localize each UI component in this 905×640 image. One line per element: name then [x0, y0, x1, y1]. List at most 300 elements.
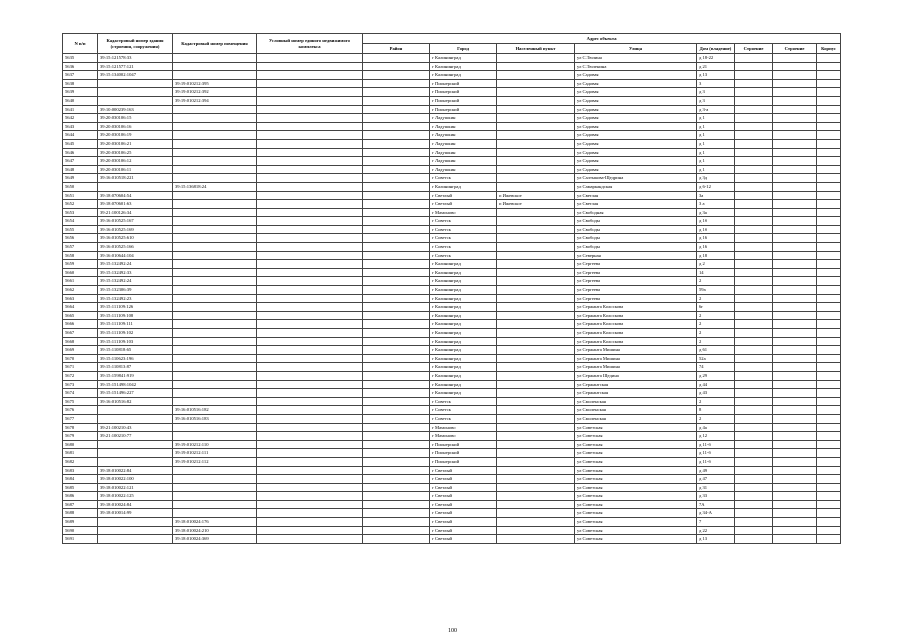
cell-settlement [497, 371, 575, 380]
cell-no: 5685 [63, 483, 98, 492]
cell-street: ул Советская [575, 483, 697, 492]
cell-street: ул Сержанта Мишина [575, 354, 697, 363]
cell-block [817, 311, 841, 320]
table-header [63, 34, 841, 54]
cell-building [735, 88, 773, 97]
cell-structure [773, 535, 817, 544]
cell-district [363, 354, 430, 363]
cell-city: г Советск [430, 243, 497, 252]
cell-block [817, 243, 841, 252]
cell-block [817, 182, 841, 191]
cell-street: ул Советская [575, 466, 697, 475]
cell-cad-building [98, 526, 173, 535]
table-row [63, 277, 841, 286]
cell-street: ул Сергеева [575, 294, 697, 303]
cell-cad-room: 39:18:010024:176 [173, 518, 257, 527]
cell-city: г Светлый [430, 483, 497, 492]
cell-cad-building: 39:15:132306:39 [98, 286, 173, 295]
cell-district [363, 225, 430, 234]
cell-district [363, 406, 430, 415]
cell-cad-building: 39:16:010525:169 [98, 225, 173, 234]
cell-no: 5666 [63, 320, 98, 329]
cell-settlement [497, 320, 575, 329]
cell-cad-room [173, 62, 257, 71]
cell-cad-building: 39:18:070604:54 [98, 191, 173, 200]
cell-city: г Пионерский [430, 440, 497, 449]
cell-street: ул Сержанта Мишина [575, 363, 697, 372]
table-row [63, 440, 841, 449]
table-row [63, 234, 841, 243]
cell-district [363, 380, 430, 389]
cell-block [817, 371, 841, 380]
cell-building [735, 389, 773, 398]
cell-cad-room [173, 268, 257, 277]
cell-cad-room: 39:19:010212:111 [173, 449, 257, 458]
cell-district [363, 449, 430, 458]
cell-cad-building: 39:15:110813:87 [98, 363, 173, 372]
cell-block [817, 389, 841, 398]
cell-building [735, 320, 773, 329]
cell-house: д 43 [697, 389, 735, 398]
cell-cad-room [173, 329, 257, 338]
cell-complex [257, 354, 363, 363]
cell-cad-building: 39:18:070601:63 [98, 200, 173, 209]
cell-structure [773, 234, 817, 243]
cell-cad-building: 39:15:132492:24 [98, 260, 173, 269]
table-row [63, 518, 841, 527]
cell-city: г Светлый [430, 475, 497, 484]
cell-structure [773, 363, 817, 372]
cell-house: д 6-12 [697, 182, 735, 191]
cell-district [363, 243, 430, 252]
cell-house: 14 [697, 268, 735, 277]
cell-no: 5645 [63, 139, 98, 148]
cell-street: ул Сержанта Колоскова [575, 311, 697, 320]
cell-district [363, 182, 430, 191]
cell-street: ул Сержанта Колоскова [575, 303, 697, 312]
cell-cad-building: 39:18:010022:100 [98, 475, 173, 484]
cell-street: ул Сергеева [575, 260, 697, 269]
table-row [63, 294, 841, 303]
cell-settlement [497, 449, 575, 458]
cell-house: 2 [697, 320, 735, 329]
cell-settlement [497, 363, 575, 372]
cell-house: 59а [697, 286, 735, 295]
cell-district [363, 311, 430, 320]
cell-city: г Калининград [430, 268, 497, 277]
cell-cad-building: 39:15:110818:65 [98, 346, 173, 355]
cell-structure [773, 432, 817, 441]
cell-cad-building: 39:18:010014:99 [98, 509, 173, 518]
cell-structure [773, 320, 817, 329]
cell-block [817, 466, 841, 475]
cell-cad-building: 39:15:132492:23 [98, 294, 173, 303]
cell-city: г Калининград [430, 260, 497, 269]
cell-complex [257, 389, 363, 398]
cell-structure [773, 311, 817, 320]
cell-settlement [497, 294, 575, 303]
cell-city: г Калининград [430, 329, 497, 338]
cell-block [817, 217, 841, 226]
table-row [63, 79, 841, 88]
cell-cad-room [173, 294, 257, 303]
cell-settlement [497, 535, 575, 544]
cell-block [817, 320, 841, 329]
cell-building [735, 423, 773, 432]
cell-settlement [497, 346, 575, 355]
cell-street: ул Свободы [575, 243, 697, 252]
cell-block [817, 79, 841, 88]
cell-complex [257, 406, 363, 415]
cell-no: 5650 [63, 182, 98, 191]
cell-building [735, 371, 773, 380]
cell-district [363, 79, 430, 88]
header-cad-building: Кадастровый номер здания (строения, сооружения) [98, 34, 173, 54]
cell-structure [773, 526, 817, 535]
cell-block [817, 423, 841, 432]
cell-complex [257, 182, 363, 191]
table-row [63, 354, 841, 363]
cell-block [817, 268, 841, 277]
cell-district [363, 62, 430, 71]
cell-house: 3а [697, 191, 735, 200]
cell-settlement: п Ижевское [497, 191, 575, 200]
cell-district [363, 131, 430, 140]
cell-city: г Калининград [430, 54, 497, 63]
cell-no: 5669 [63, 346, 98, 355]
cell-structure [773, 423, 817, 432]
cell-no: 5656 [63, 234, 98, 243]
cell-no: 5648 [63, 165, 98, 174]
cell-street: ул Сержантская [575, 389, 697, 398]
cell-building [735, 535, 773, 544]
cell-cad-building: 39:16:010518:221 [98, 174, 173, 183]
cell-block [817, 294, 841, 303]
cell-complex [257, 105, 363, 114]
cell-building [735, 303, 773, 312]
cell-building [735, 329, 773, 338]
cell-district [363, 500, 430, 509]
cell-block [817, 518, 841, 527]
table-row [63, 148, 841, 157]
cell-street: ул Сергеева [575, 286, 697, 295]
cell-cad-building: 39:15:132492:24 [98, 277, 173, 286]
cell-structure [773, 165, 817, 174]
cell-cad-building: 39:15:151498:1042 [98, 380, 173, 389]
cell-city: г Светлый [430, 191, 497, 200]
cell-street: ул Советская [575, 423, 697, 432]
cell-district [363, 414, 430, 423]
cell-cad-building [98, 414, 173, 423]
cell-settlement [497, 483, 575, 492]
cell-settlement [497, 475, 575, 484]
cell-settlement [497, 414, 575, 423]
cell-cad-room: 39:19:010212:110 [173, 440, 257, 449]
cell-block [817, 346, 841, 355]
cell-structure [773, 380, 817, 389]
cell-building [735, 475, 773, 484]
cell-cad-room [173, 389, 257, 398]
cell-settlement [497, 311, 575, 320]
cell-no: 5655 [63, 225, 98, 234]
cell-complex [257, 225, 363, 234]
cell-settlement [497, 139, 575, 148]
cell-settlement [497, 88, 575, 97]
cell-cad-building [98, 96, 173, 105]
cell-house: 3 [697, 79, 735, 88]
cell-city: г Калининград [430, 286, 497, 295]
cell-house: д 12 [697, 432, 735, 441]
cell-settlement [497, 440, 575, 449]
cell-structure [773, 518, 817, 527]
cell-settlement [497, 432, 575, 441]
cell-cad-building: 39:16:010516:82 [98, 397, 173, 406]
cell-district [363, 320, 430, 329]
cell-house: д 1 [697, 139, 735, 148]
cell-district [363, 526, 430, 535]
cell-city: г Ладушкин [430, 131, 497, 140]
cell-cad-building: 39:20:030106:25 [98, 148, 173, 157]
cell-block [817, 457, 841, 466]
cell-house: 2 [697, 397, 735, 406]
cell-no: 5653 [63, 208, 98, 217]
cell-house: 3 а [697, 200, 735, 209]
cell-street: ул Северная [575, 251, 697, 260]
cell-cad-building: 39:15:110623:196 [98, 354, 173, 363]
cell-house: 2 [697, 277, 735, 286]
cell-block [817, 337, 841, 346]
cell-complex [257, 320, 363, 329]
cell-district [363, 251, 430, 260]
cell-no: 5687 [63, 500, 98, 509]
cell-settlement [497, 114, 575, 123]
cell-no: 5662 [63, 286, 98, 295]
cell-structure [773, 440, 817, 449]
cell-cad-room: 39:19:010212:112 [173, 457, 257, 466]
cell-settlement [497, 62, 575, 71]
table-row [63, 157, 841, 166]
cell-structure [773, 449, 817, 458]
table-row [63, 371, 841, 380]
cell-cad-building: 39:18:010022:125 [98, 492, 173, 501]
cell-cad-building [98, 182, 173, 191]
cell-street: ул Садовая [575, 122, 697, 131]
cell-settlement [497, 182, 575, 191]
cell-street: ул Садовая [575, 165, 697, 174]
cell-building [735, 397, 773, 406]
cell-building [735, 79, 773, 88]
cell-complex [257, 311, 363, 320]
cell-block [817, 71, 841, 80]
registry-sheet [62, 33, 840, 544]
cell-complex [257, 294, 363, 303]
cell-cad-room [173, 303, 257, 312]
table-row [63, 96, 841, 105]
cell-structure [773, 260, 817, 269]
table-row [63, 329, 841, 338]
cell-building [735, 509, 773, 518]
cell-district [363, 191, 430, 200]
cell-no: 5641 [63, 105, 98, 114]
cell-cad-room [173, 225, 257, 234]
cell-street: ул Сержанта Колоскова [575, 329, 697, 338]
cell-cad-building: 39:20:030106:11 [98, 165, 173, 174]
cell-complex [257, 157, 363, 166]
cell-no: 5674 [63, 389, 98, 398]
cell-city: г Калининград [430, 363, 497, 372]
cell-house: д 11-б [697, 440, 735, 449]
cell-no: 5679 [63, 432, 98, 441]
cell-block [817, 440, 841, 449]
cell-city: г Калининград [430, 337, 497, 346]
table-row [63, 174, 841, 183]
table-row [63, 500, 841, 509]
cell-building [735, 182, 773, 191]
cell-cad-building [98, 406, 173, 415]
cell-no: 5663 [63, 294, 98, 303]
cell-complex [257, 131, 363, 140]
cell-cad-room [173, 363, 257, 372]
cell-district [363, 475, 430, 484]
cell-block [817, 526, 841, 535]
cell-no: 5659 [63, 260, 98, 269]
cell-block [817, 492, 841, 501]
cell-settlement [497, 457, 575, 466]
cell-no: 5673 [63, 380, 98, 389]
cell-complex [257, 346, 363, 355]
cell-structure [773, 157, 817, 166]
cell-building [735, 148, 773, 157]
table-row [63, 526, 841, 535]
cell-structure [773, 457, 817, 466]
cell-cad-building: 39:18:010022:84 [98, 466, 173, 475]
table-row [63, 406, 841, 415]
cell-house: 7 [697, 518, 735, 527]
cell-cad-building: 39:10:000239:163 [98, 105, 173, 114]
cell-cad-room [173, 423, 257, 432]
cell-block [817, 500, 841, 509]
cell-complex [257, 466, 363, 475]
cell-structure [773, 303, 817, 312]
cell-city: г Пионерский [430, 96, 497, 105]
cell-district [363, 535, 430, 544]
table-row [63, 389, 841, 398]
cell-cad-room [173, 148, 257, 157]
table-row [63, 208, 841, 217]
cell-cad-building: 39:15:111109:108 [98, 311, 173, 320]
cell-block [817, 509, 841, 518]
cell-building [735, 311, 773, 320]
cell-street: ул Светлая [575, 200, 697, 209]
cell-house: д 21 [697, 62, 735, 71]
cell-district [363, 286, 430, 295]
cell-street: ул Садовая [575, 157, 697, 166]
cell-cad-room [173, 174, 257, 183]
cell-settlement [497, 526, 575, 535]
cell-city: г Светлый [430, 500, 497, 509]
cell-cad-room [173, 122, 257, 131]
cell-structure [773, 277, 817, 286]
cell-house: д 47 [697, 475, 735, 484]
cell-structure [773, 286, 817, 295]
cell-building [735, 122, 773, 131]
cell-city: г Ладушкин [430, 157, 497, 166]
cell-settlement [497, 492, 575, 501]
cell-cad-building: 39:15:111109:103 [98, 337, 173, 346]
cell-street: ул Садовая [575, 88, 697, 97]
cell-block [817, 535, 841, 544]
table-row [63, 492, 841, 501]
cell-structure [773, 139, 817, 148]
cell-settlement [497, 165, 575, 174]
cell-city: г Калининград [430, 389, 497, 398]
cell-building [735, 457, 773, 466]
cell-structure [773, 466, 817, 475]
cell-house: д 22 [697, 526, 735, 535]
cell-city: г Ладушкин [430, 122, 497, 131]
cell-district [363, 397, 430, 406]
cell-cad-room [173, 200, 257, 209]
cell-structure [773, 251, 817, 260]
table-row [63, 105, 841, 114]
cell-house: д 4а [697, 423, 735, 432]
cell-city: г Советск [430, 217, 497, 226]
cell-building [735, 526, 773, 535]
cell-building [735, 380, 773, 389]
cell-block [817, 286, 841, 295]
cell-structure [773, 114, 817, 123]
cell-building [735, 492, 773, 501]
cell-cad-room [173, 475, 257, 484]
cell-cad-room [173, 243, 257, 252]
cell-structure [773, 483, 817, 492]
cell-structure [773, 475, 817, 484]
cell-block [817, 329, 841, 338]
cell-block [817, 122, 841, 131]
cell-building [735, 131, 773, 140]
cell-street: ул Садовая [575, 79, 697, 88]
cell-structure [773, 225, 817, 234]
cell-settlement [497, 277, 575, 286]
cell-complex [257, 509, 363, 518]
property-table [62, 33, 841, 544]
cell-street: ул Садовая [575, 139, 697, 148]
cell-house: д 1 [697, 148, 735, 157]
cell-city: г Калининград [430, 346, 497, 355]
table-row [63, 286, 841, 295]
table-row [63, 303, 841, 312]
table-body [63, 54, 841, 544]
cell-city: г Пионерский [430, 105, 497, 114]
cell-no: 5683 [63, 466, 98, 475]
cell-city: г Калининград [430, 71, 497, 80]
cell-house: д 29 [697, 371, 735, 380]
cell-complex [257, 414, 363, 423]
cell-structure [773, 371, 817, 380]
table-row [63, 200, 841, 209]
cell-house: д 1 [697, 122, 735, 131]
cell-settlement [497, 251, 575, 260]
table-row [63, 466, 841, 475]
cell-city: г Калининград [430, 277, 497, 286]
cell-no: 5667 [63, 329, 98, 338]
cell-settlement [497, 122, 575, 131]
cell-house: 6г [697, 303, 735, 312]
table-row [63, 509, 841, 518]
cell-street: ул Советская [575, 449, 697, 458]
cell-no: 5642 [63, 114, 98, 123]
cell-no: 5665 [63, 311, 98, 320]
